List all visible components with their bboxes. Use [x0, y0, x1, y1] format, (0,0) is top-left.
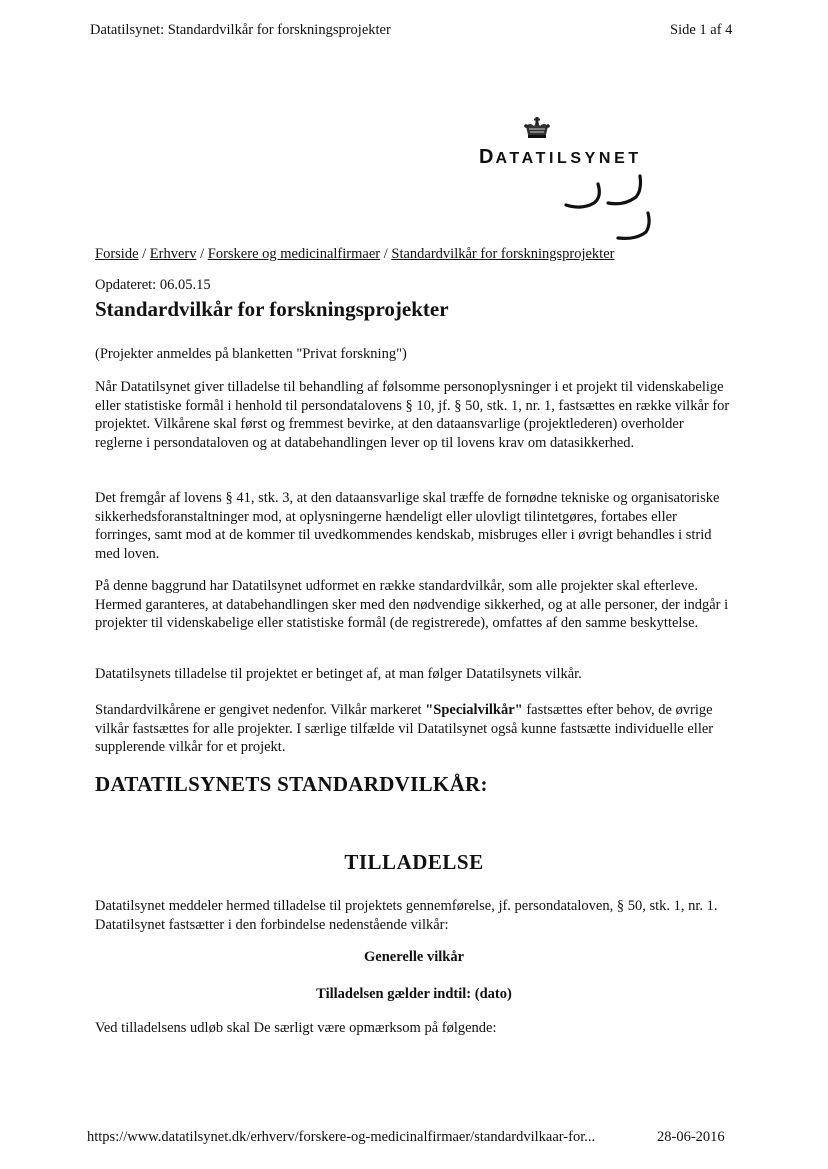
breadcrumb-erhverv[interactable]: Erhverv	[149, 246, 197, 262]
handwritten-marks	[560, 170, 670, 248]
paragraph-3: På denne baggrund har Datatilsynet udformet en række standardvilkår, som alle projekter skal efterleve. Hermed garanteres, at databehandlingen sker med den nødvendige sikkerhed, og at alle personer, der indgår i projekter til videnskabelige eller statistiske formål (de registrerede), omfattes af den samme beskyttelse.	[95, 578, 729, 631]
crown-icon	[522, 117, 552, 143]
tilladelse-text: Datatilsynet meddeler hermed tilladelse til projektets gennemførelse, jf. persondataloven, § 50, stk. 1, nr. 1. Datatilsynet fastsætter i den forbindelse nedenstående vilkår:	[95, 898, 718, 933]
print-header-title: Datatilsynet: Standardvilkår for forskningsprojekter	[90, 22, 391, 38]
footer-date: 28-06-2016	[657, 1129, 725, 1145]
paragraph-4: Datatilsynets tilladelse til projektet er betinget af, at man følger Datatilsynets vilkår.	[95, 666, 582, 682]
footer-url: https://www.datatilsynet.dk/erhverv/forskere-og-medicinalfirmaer/standardvilkaar-for...	[87, 1129, 596, 1145]
special-terms-label: "Specialvilkår"	[425, 702, 523, 718]
updated-date: Opdateret: 06.05.15	[95, 277, 211, 293]
section-heading: DATATILSYNETS STANDARDVILKÅR:	[95, 772, 488, 796]
breadcrumb-separator: /	[138, 246, 150, 262]
expiry-text: Ved tilladelsens udløb skal De særligt være opmærksom på følgende:	[95, 1020, 497, 1036]
paragraph-5-start: Standardvilkårene er gengivet nedenfor. Vilkår markeret	[95, 702, 426, 718]
subsection-heading: TILLADELSE	[344, 850, 484, 874]
print-header-page: Side 1 af 4	[670, 22, 733, 38]
paragraph-5	[95, 701, 730, 757]
breadcrumb-separator: /	[380, 246, 392, 262]
paragraph-2: Det fremgår af lovens § 41, stk. 3, at den dataansvarlige skal træffe de fornødne tekniske og organisatoriske sikkerhedsforanstaltninger mod, at oplysningerne hændeligt eller ulovligt tilintetgøres, fortabes eller forringes, samt mod at de kommer til uvedkommendes kendskab, misbruges eller i øvrigt behandles i strid med loven.	[95, 490, 720, 562]
intro-note: (Projekter anmeldes på blanketten "Privat forskning")	[95, 346, 407, 362]
logo-first-letter: D	[479, 146, 496, 168]
breadcrumb	[95, 246, 614, 263]
breadcrumb-forside[interactable]: Forside	[95, 246, 139, 262]
breadcrumb-separator: /	[196, 246, 208, 262]
logo-wordmark	[479, 146, 642, 169]
breadcrumb-current[interactable]: Standardvilkår for forskningsprojekter	[391, 246, 615, 262]
paragraph-5-end: fastsættes efter behov, de øvrige vilkår fastsættes for alle projekter. I særlige tilfælde vil Datatilsynet også kunne fastsætte individuelle eller supplerende vilkår for et projekt.	[95, 702, 714, 755]
general-terms-heading: Generelle vilkår	[364, 949, 464, 965]
valid-until: Tilladelsen gælder indtil: (dato)	[316, 986, 512, 1002]
logo-rest-letters: ATATILSYNET	[495, 150, 642, 167]
paragraph-1: Når Datatilsynet giver tilladelse til behandling af følsomme personoplysninger i et projekt til videnskabelige eller statistiske formål i henhold til persondatalovens § 10, jf. § 50, stk. 1, nr. 1, fastsættes en række vilkår for projektet. Vilkårene skal først og fremmest bevirke, at den dataansvarlige (projektlederen) overholder reglerne i persondataloven og at databehandlingen lever op til lovens krav om datasikkerhed.	[95, 379, 730, 451]
page-title: Standardvilkår for forskningsprojekter	[95, 297, 449, 321]
breadcrumb-forskere[interactable]: Forskere og medicinalfirmaer	[207, 246, 381, 262]
